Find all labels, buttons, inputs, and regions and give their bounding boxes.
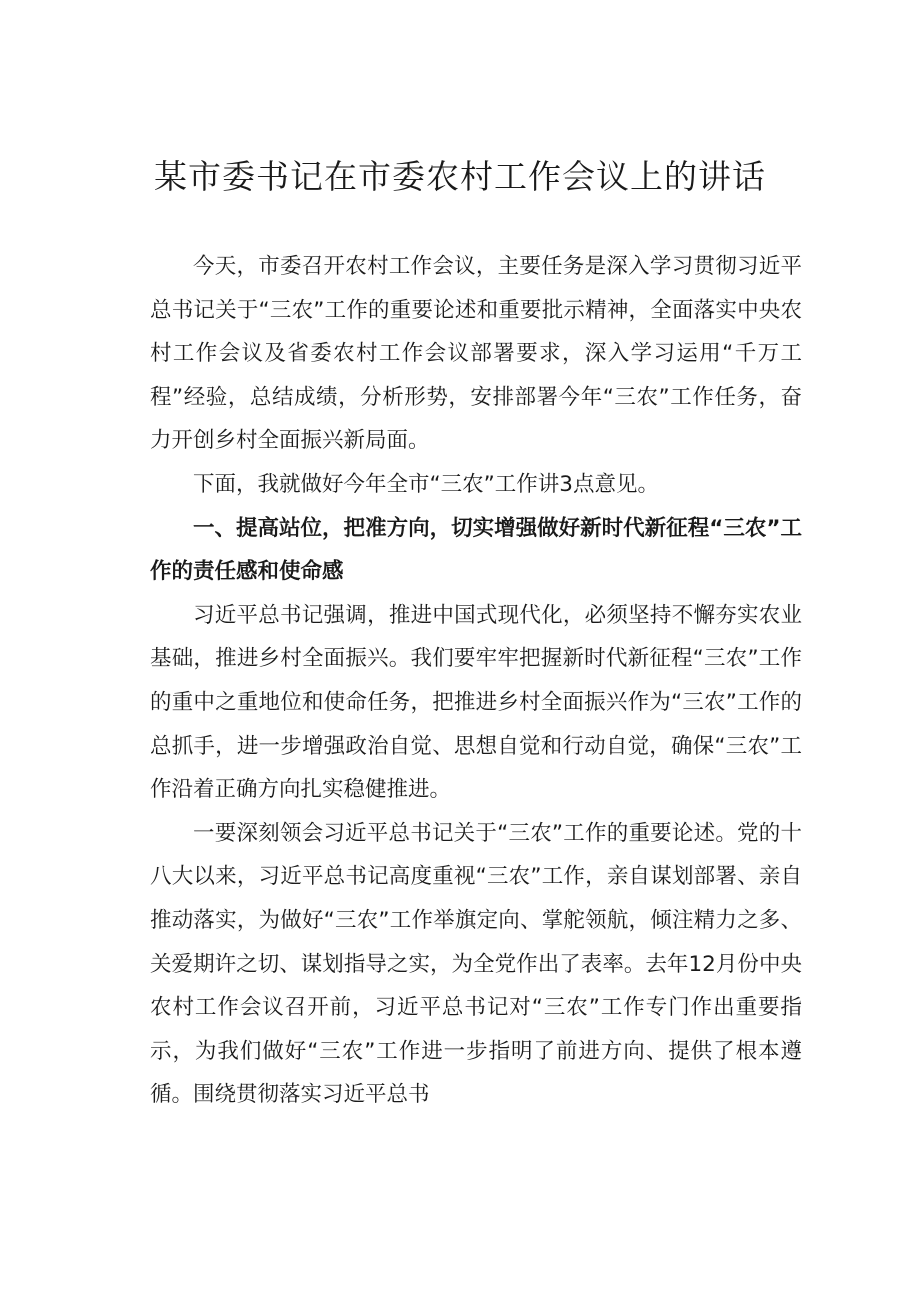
body-paragraph: 今天，市委召开农村工作会议，主要任务是深入学习贯彻习近平总书记关于“三农”工作的重要论述和重要批示精神，全面落实中央农村工作会议及省委农村工作会议部署要求，深入学习运用“千万工程”经验，总结成绩，分析形势，安排部署今年“三农”工作任务，奋力开创乡村全面振兴新局面。 bbox=[150, 254, 802, 454]
document-title: 某市委书记在市委农村工作会议上的讲话 bbox=[154, 157, 766, 196]
body-paragraph: 习近平总书记强调，推进中国式现代化，必须坚持不懈夯实农业基础，推进乡村全面振兴。我们要牢牢把握新时代新征程“三农”工作的重中之重地位和使命任务，把推进乡村全面振兴作为“三农”工作的总抓手，进一步增强政治自觉、思想自觉和行动自觉，确保“三农”工作沿着正确方向扎实稳健推进。 bbox=[150, 602, 802, 803]
section-heading: 一、提高站位，把准方向，切实增强做好新时代新征程“三农”工作的责任感和使命感 bbox=[150, 515, 802, 585]
body-paragraph: 一要深刻领会习近平总书记关于“三农”工作的重要论述。党的十八大以来，习近平总书记高度重视“三农”工作，亲自谋划部署、亲自推动落实，为做好“三农”工作举旗定向、掌舵领航，倾注精力之多、关爱期许之切、谋划指导之实，为全党作出了表率。去年12月份中央农村工作会议召开前，习近平总书记对“三农”工作专门作出重要指示，为我们做好“三农”工作进一步指明了前进方向、提供了根本遵循。围绕贯彻落实习近平总书 bbox=[150, 820, 802, 1108]
document-body bbox=[150, 245, 802, 1117]
body-paragraph: 下面，我就做好今年全市“三农”工作讲3点意见。 bbox=[193, 471, 659, 497]
